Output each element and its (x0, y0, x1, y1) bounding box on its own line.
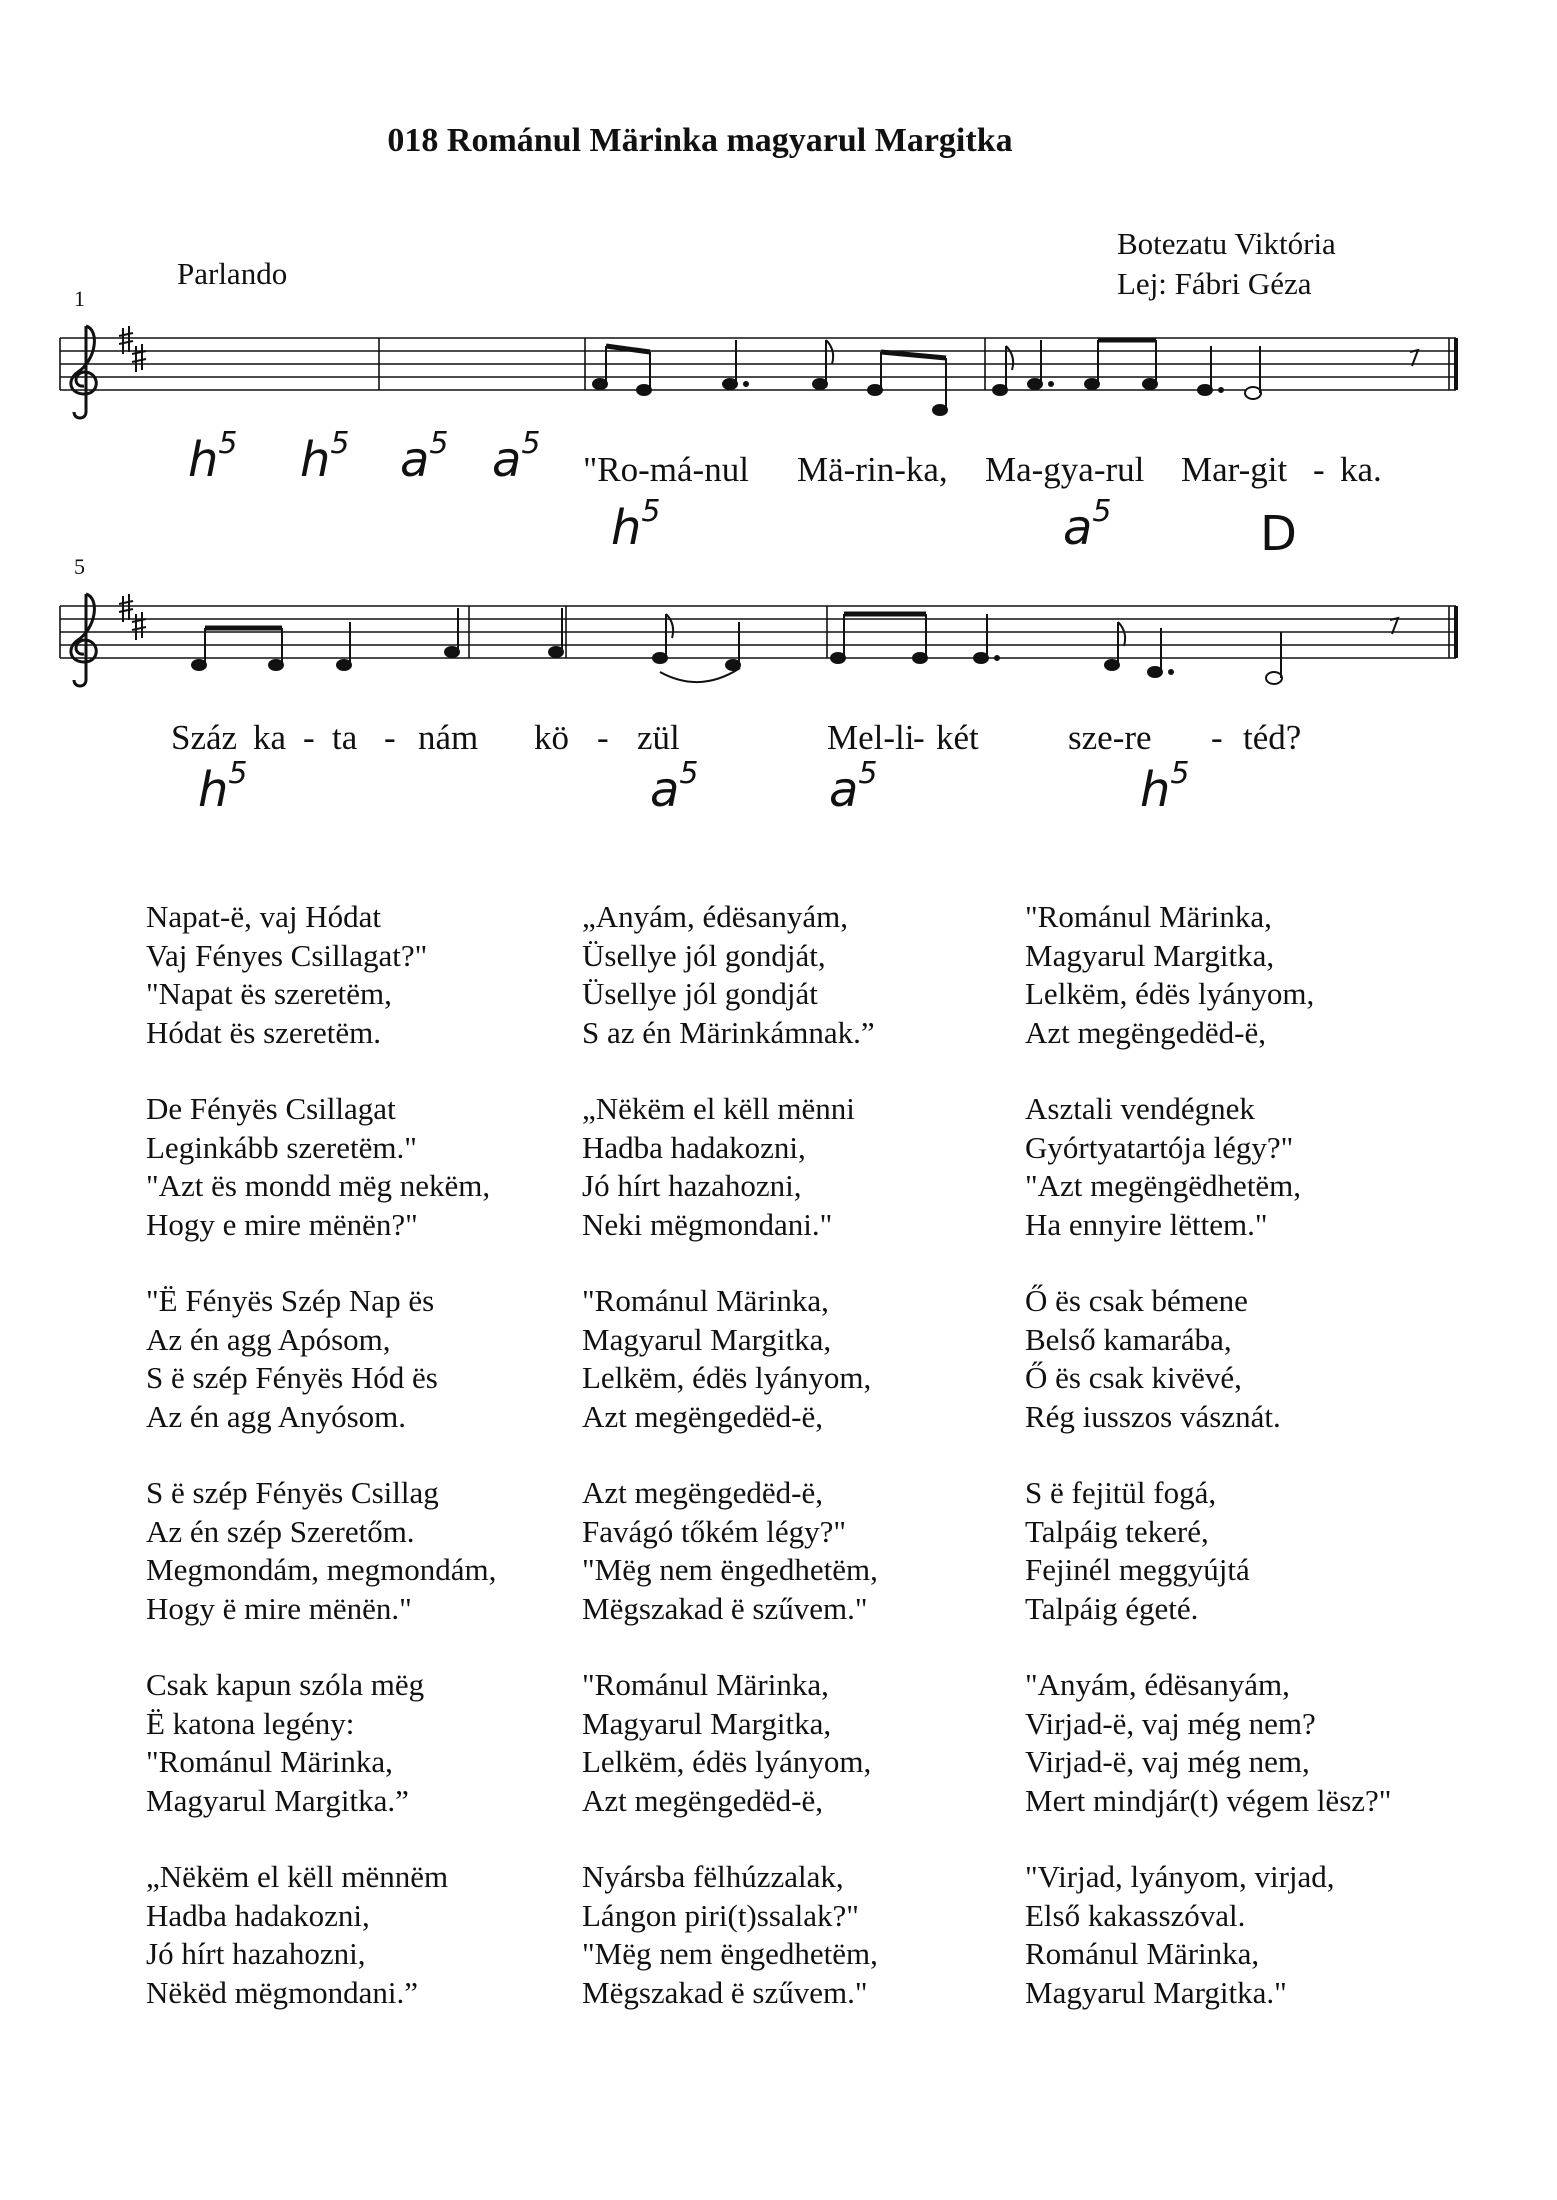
stanza (582, 1474, 878, 1628)
stanza-line: "Virjad, lyányom, virjad, (1025, 1859, 1335, 1894)
stanza-line: "Románul Märinka, (582, 1667, 829, 1702)
measure-number: 5 (74, 554, 85, 579)
stanza-line: "Azt ës mondd mëg nekëm, (146, 1168, 491, 1203)
stanza (582, 1090, 878, 1244)
lyric-syllable: Ma-gya-rul (985, 450, 1145, 489)
stanza-line: „Anyám, édësanyám, (582, 899, 848, 934)
stanza-line: Talpáig tekeré, (1025, 1513, 1209, 1549)
stanza-line: "Románul Märinka, (582, 1283, 829, 1318)
stanza-line: Lángon piri(t)ssalak?" (582, 1897, 859, 1933)
chord-symbol: $a^5$ (400, 426, 449, 488)
stanza-line: Vaj Fényes Csillagat?" (146, 937, 428, 973)
stanza (146, 1282, 496, 1436)
stanza-line: Mëgszakad ë szűvem." (582, 1974, 868, 2010)
stanza-line: Hogy e mire mënën?" (146, 1206, 418, 1242)
stanza-line: „Nëkëm el këll mënnëm (146, 1859, 449, 1894)
stanza-column-1 (146, 898, 496, 2050)
stanza-line: Gyórtyatartója légy?" (1025, 1129, 1294, 1165)
chord-symbol: $h^5$ (300, 426, 350, 488)
measure-number: 1 (74, 286, 85, 311)
lyric-syllable: Mar-git (1181, 450, 1288, 489)
stanza-line: Lelkëm, édës lyányom, (582, 1360, 872, 1395)
stanza-line: Favágó tőkém légy?" (582, 1513, 847, 1549)
stanza-line: Mëgszakad ë szűvem." (582, 1590, 868, 1626)
lyric-syllable: Mel-li (827, 718, 915, 757)
chord-symbol: D (1260, 506, 1297, 562)
lyric-syllable: ta (332, 718, 358, 757)
stanza-line: Lelkëm, édës lyányom, (582, 1744, 872, 1779)
lyric-syllable: ka (253, 718, 287, 757)
stanza (1025, 1282, 1391, 1436)
lyric-syllable: ka. (1340, 450, 1382, 489)
treble-clef-icon (71, 594, 96, 686)
chord-symbol: $h^5$ (1140, 756, 1190, 818)
stanza-line: Virjad-ë, vaj még nem, (1025, 1744, 1310, 1779)
stanza-line: "Románul Märinka, (1025, 899, 1272, 934)
stanza-line: Asztali vendégnek (1025, 1091, 1255, 1126)
stanza (1025, 1666, 1391, 1820)
stanza-line: Első kakasszóval. (1025, 1897, 1246, 1933)
stanza-line: Belső kamarába, (1025, 1321, 1232, 1357)
stanza-line: Azt megëngedëd-ë, (582, 1475, 823, 1510)
stanza-line: Ha ennyire lëttem." (1025, 1206, 1268, 1242)
singer-credit: Botezatu Viktória (1117, 226, 1336, 261)
stanza (1025, 1474, 1391, 1628)
stanza (1025, 898, 1391, 1052)
notation-credit: Lej: Fábri Géza (1117, 266, 1312, 301)
stanza-line: Hadba hadakozni, (582, 1129, 806, 1165)
lyric-syllable: - (1211, 718, 1223, 757)
stanza-line: S ë fejitül fogá, (1025, 1475, 1217, 1510)
lyric-syllable: - (913, 718, 925, 757)
stanza-line: Neki mëgmondani." (582, 1206, 833, 1242)
stanza-line: "Napat ës szeretëm, (146, 976, 392, 1011)
stanza-line: Lelkëm, édës lyányom, (1025, 976, 1315, 1011)
chord-symbol: $a^5$ (650, 756, 699, 818)
lyric-syllable: kö (534, 718, 569, 757)
stanza-line: "Anyám, édësanyám, (1025, 1667, 1290, 1702)
treble-clef-icon (71, 326, 96, 418)
lyric-syllable: Mä-rin-ka, (797, 450, 948, 489)
stanza-line: Leginkább szeretëm." (146, 1129, 417, 1165)
stanza-column-2 (582, 898, 878, 2050)
chord-symbol: $a^5$ (1063, 494, 1112, 556)
stanza-line: Ő ës csak bémene (1025, 1283, 1248, 1318)
stanza-line: "Mëg nem ëngedhetëm, (582, 1552, 878, 1587)
stanza-line: Azt megëngedëd-ë, (1025, 1014, 1266, 1050)
stanza-line: Azt megëngedëd-ë, (582, 1398, 823, 1434)
stanza-column-3 (1025, 898, 1391, 2050)
stanza (1025, 1858, 1391, 2012)
stanza (146, 1474, 496, 1628)
stanza-line: "Mëg nem ëngedhetëm, (582, 1936, 878, 1971)
stanza (1025, 1090, 1391, 1244)
lyric-syllable: - (1313, 450, 1325, 489)
stanza-line: Hogy ë mire mënën." (146, 1590, 412, 1626)
stanza-line: Virjad-ë, vaj még nem? (1025, 1705, 1316, 1741)
chord-symbol: $h^5$ (611, 494, 661, 556)
stanza-line: Azt megëngedëd-ë, (582, 1782, 823, 1818)
stanza-line: Az én agg Anyósom. (146, 1398, 407, 1434)
page-title: 018 Románul Märinka magyarul Margitka (387, 122, 1013, 159)
lyric-syllable: Száz (171, 718, 238, 757)
stanza-line: Jó hírt hazahozni, (146, 1936, 366, 1971)
stanza-line: Románul Märinka, (1025, 1936, 1260, 1971)
stanza-line: Jó hírt hazahozni, (582, 1168, 802, 1203)
lyric-syllable: "Ro-má-nul (583, 450, 749, 489)
stanza-line: Ë katona legény: (146, 1705, 355, 1741)
stanza (146, 1090, 496, 1244)
stanza-line: Üsellye jól gondját, (582, 937, 826, 973)
stanza-line: "Ë Fényës Szép Nap ës (146, 1283, 435, 1318)
stanza-line: Nëkëd mëgmondani.” (146, 1974, 419, 2010)
stanza (582, 1858, 878, 2012)
stanza (146, 898, 496, 1052)
stanza-line: Ő ës csak kivëvé, (1025, 1360, 1242, 1395)
stanza-line: „Nëkëm el këll mënni (582, 1091, 855, 1126)
lyric-syllable: - (303, 718, 315, 757)
key-signature-sharps (119, 326, 146, 372)
stanza-line: Megmondám, megmondám, (146, 1552, 497, 1587)
stanza-line: S az én Märinkámnak.” (582, 1014, 875, 1050)
lyric-syllable: nám (418, 718, 479, 757)
lyric-syllable: téd? (1243, 718, 1302, 757)
key-signature-sharps (119, 594, 146, 640)
stanza (582, 1282, 878, 1436)
stanza (582, 1666, 878, 1820)
chord-symbol: $a^5$ (492, 426, 541, 488)
stanza-line: Fejinél meggyújtá (1025, 1552, 1250, 1587)
music-staff-2 (0, 588, 1557, 738)
stanza-line: "Románul Märinka, (146, 1744, 393, 1779)
stanza-line: Magyarul Margitka." (1025, 1974, 1287, 2010)
stanza-line: Magyarul Margitka, (582, 1321, 832, 1357)
lyric-syllable: két (936, 718, 979, 757)
chord-symbol: $h^5$ (188, 426, 238, 488)
stanza (582, 898, 878, 1052)
lyric-syllable: sze-re (1068, 718, 1152, 757)
lyric-syllable: - (384, 718, 396, 757)
stanza-line: Talpáig égeté. (1025, 1590, 1199, 1626)
stanza-line: Hódat ës szeretëm. (146, 1014, 381, 1050)
chord-symbol: $a^5$ (829, 756, 878, 818)
stanza (146, 1858, 496, 2012)
stanza-line: Üsellye jól gondját (582, 976, 818, 1011)
stanza-line: Magyarul Margitka, (1025, 937, 1275, 973)
stanza (146, 1666, 496, 1820)
stanza-line: Nyársba fëlhúzzalak, (582, 1859, 844, 1894)
stanza-line: Magyarul Margitka.” (146, 1782, 409, 1818)
stanza-line: "Azt megëngëdhetëm, (1025, 1168, 1302, 1203)
stanza-line: Rég iusszos vásznát. (1025, 1398, 1281, 1434)
stanza-line: De Fényës Csillagat (146, 1091, 396, 1126)
stanza-line: Csak kapun szóla mëg (146, 1667, 425, 1702)
stanza-line: Magyarul Margitka, (582, 1705, 832, 1741)
stanza-line: Az én agg Apósom, (146, 1321, 391, 1357)
tempo-marking: Parlando (177, 256, 288, 291)
chord-symbol: $h^5$ (198, 756, 248, 818)
stanza-line: S ë szép Fényës Csillag (146, 1475, 439, 1510)
lyric-syllable: - (597, 718, 609, 757)
stanza-line: Napat-ë, vaj Hódat (146, 899, 381, 934)
stanza-line: Az én szép Szeretőm. (146, 1513, 415, 1549)
stanza-line: Mert mindjár(t) végem lësz?" (1025, 1782, 1392, 1818)
stanza-line: S ë szép Fényës Hód ës (146, 1360, 438, 1395)
lyric-syllable: zül (637, 718, 680, 757)
stanza-line: Hadba hadakozni, (146, 1897, 370, 1933)
